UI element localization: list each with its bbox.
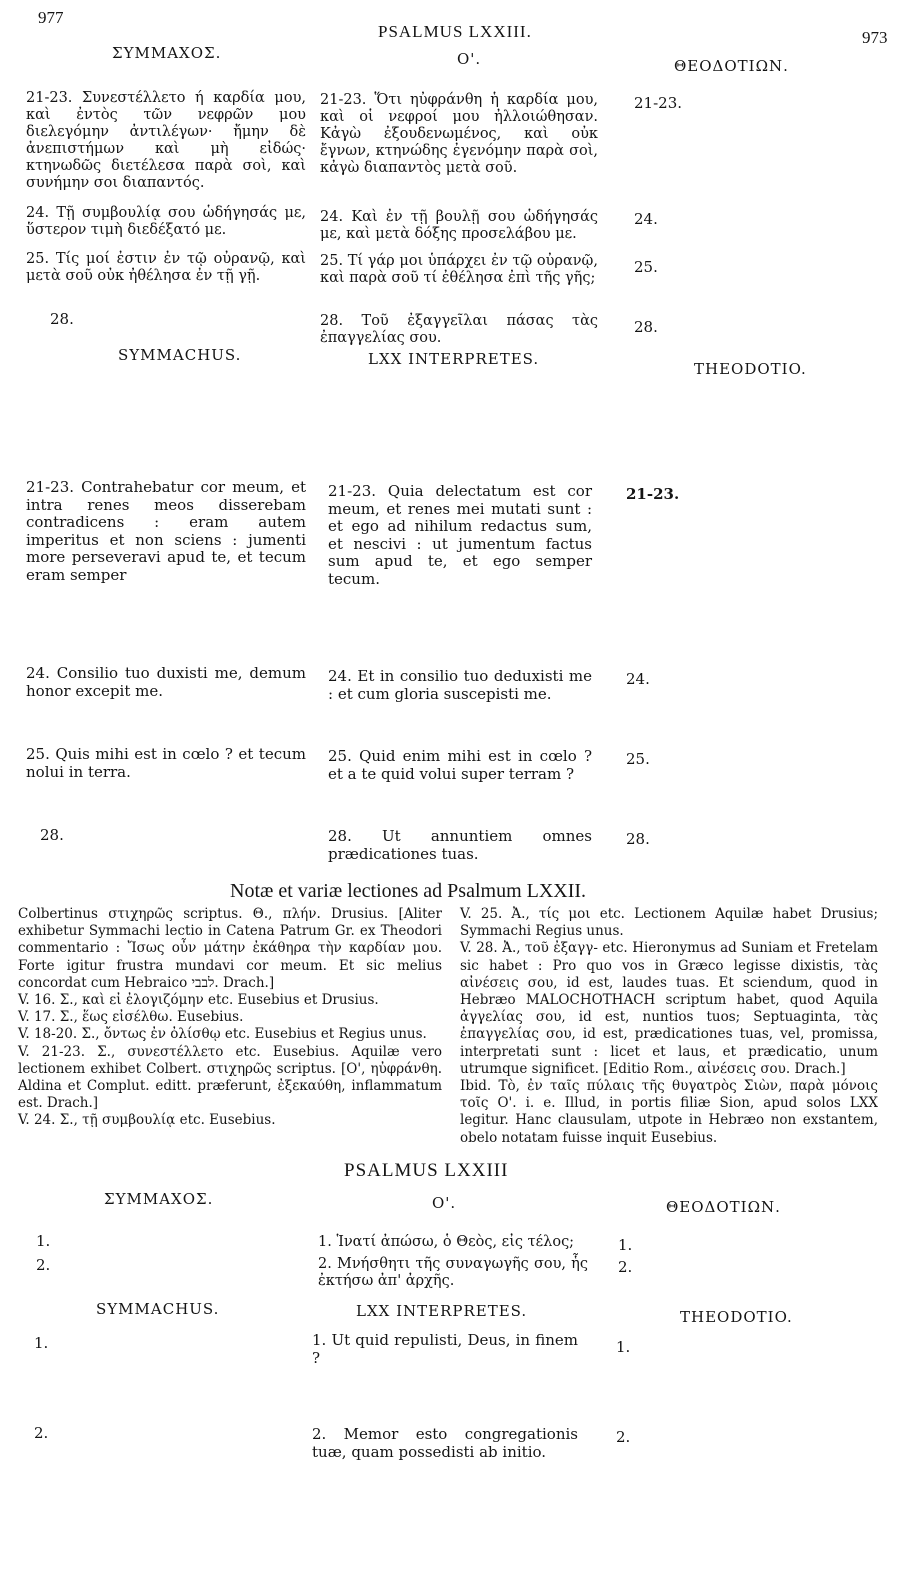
greek-theodotion-v21-23: 21-23. xyxy=(634,94,683,112)
note-v25: V. 25. Ἀ., τίς μοι etc. Lectionem Aquilæ habet Drusius; Symmachi Regius unus. xyxy=(460,906,878,940)
greek-symmachus-v24: 24. Τῇ συμβουλίᾳ σου ὡδήγησάς με, ὕστερον τιμὴ διεδέξατό με. xyxy=(26,205,306,238)
psalm73-latin-theodotion-v2: 2. xyxy=(616,1428,631,1446)
notes-left-column xyxy=(18,906,442,1130)
psalm73-greek-lxx-v1: 1. Ἱνατί ἀπώσω, ὁ Θεὸς, εἰς τέλος; xyxy=(318,1234,575,1250)
greek-theodotion-v24: 24. xyxy=(634,210,658,228)
psalm73-latin-theodotion-v1: 1. xyxy=(616,1338,631,1356)
latin-symmachus-v25: 25. Quis mihi est in cœlo ? et tecum nolui in terra. xyxy=(26,745,306,781)
psalm73-latin-lxx-v2: 2. Memor esto congregationis tuæ, quam possedisti ab initio. xyxy=(312,1425,578,1461)
note-colbertinus: Colbertinus στιχηρῶς scriptus. Θ., πλήν. Drusius. [Aliter exhibetur Symmachi lectio in Catena Patrum Gr. ex Theodori commentario : Ἴσως οὖν μάτην ἐκάθηρα τὴν καρδίαν μου. Forte igitur frustra mundavi cor meum. Et sic melius concordat cum Hebraico לבבי. Drach.] xyxy=(18,906,442,991)
greek-lxx-title: Ο'. xyxy=(457,50,482,68)
greek-lxx-v28: 28. Τοῦ ἐξαγγεῖλαι πάσας τὰς ἐπαγγελίας σου. xyxy=(320,313,598,346)
notes-title: Notæ et variæ lectiones ad Psalmum LXXII. xyxy=(230,880,587,902)
note-v28: V. 28. Ἀ., τοῦ ἐξαγγ- etc. Hieronymus ad Suniam et Fretelam sic habet : Pro quo vos in Græco legisse dixistis, τὰς αἰνέσεις σου, id est, laudes tuas. Et sciendum, quod in Hebræo MALOCHOTHACH scriptum habet, quod Aquila ἀγγελίας σου, id est, nuntios tuos; Septuaginta, τὰς ἐπαγγελίας σου, id est, prædicationes tuas, vel, promissa, interpretati sunt : licet et laus, et prædicatio, unum utrumque significet. [Editio Rom., αἰνέσεις σου. Drach.] xyxy=(460,940,878,1077)
latin-symmachus-v24: 24. Consilio tuo duxisti me, demum honor excepit me. xyxy=(26,664,306,700)
latin-lxx-v28: 28. Ut annuntiem omnes prædicationes tuas. xyxy=(328,827,592,863)
greek-theodotion-v25: 25. xyxy=(634,258,658,276)
latin-lxx-title: LXX INTERPRETES. xyxy=(368,350,540,368)
psalm73-greek-theodotion-title: ΘΕΟΔΟΤΙΩΝ. xyxy=(666,1198,781,1216)
latin-symmachus-title: SYMMACHUS. xyxy=(118,346,242,364)
psalm73-latin-theodotion-title: THEODOTIO. xyxy=(680,1308,793,1326)
latin-lxx-v24: 24. Et in consilio tuo deduxisti me : et cum gloria suscepisti me. xyxy=(328,667,592,703)
psalm73-greek-lxx-v2: 2. Μνήσθητι τῆς συναγωγῆς σου, ἧς ἐκτήσω ἀπ' ἀρχῆς. xyxy=(318,1256,588,1289)
note-v18-20: V. 18-20. Σ., ὄντως ἐν ὀλίσθῳ etc. Eusebius et Regius unus. xyxy=(18,1026,427,1043)
page-number-left: 977 xyxy=(38,8,64,27)
latin-theodotion-title: THEODOTIO. xyxy=(694,360,807,378)
greek-symmachus-v25: 25. Τίς μοί ἐστιν ἐν τῷ οὐρανῷ, καὶ μετὰ σοῦ οὐκ ἠθέλησα ἐν τῇ γῇ. xyxy=(26,251,306,284)
psalm73-greek-symmachus-title: ΣΥΜΜΑΧΟΣ. xyxy=(104,1190,214,1208)
greek-symmachus-v28: 28. xyxy=(50,310,74,328)
psalm73-latin-symmachus-v2: 2. xyxy=(34,1424,49,1442)
running-title: PSALMUS LXXIII. xyxy=(378,22,532,41)
greek-lxx-v21-23: 21-23. Ὅτι ηὐφράνθη ἡ καρδία μου, καὶ οἱ νεφροί μου ἠλλοιώθησαν. Κἀγὼ ἐξουδενωμένος, καὶ οὐκ ἔγνων, κτηνώδης ἐγενόμην παρὰ σοὶ, κἀγὼ διαπαντὸς μετὰ σοῦ. xyxy=(320,92,598,176)
psalm73-greek-lxx-title: Ο'. xyxy=(432,1194,457,1212)
note-ibid: Ibid. Τὸ, ἐν ταῖς πύλαις τῆς θυγατρὸς Σιὼν, παρὰ μόνοις τοῖς Ο'. i. e. Illud, in portis filiæ Sion, apud solos LXX legitur. Hanc clausulam, utpote in Hebræo non exstantem, obelo notatam fuisse inquit Eusebius. xyxy=(460,1078,878,1146)
psalm73-latin-symmachus-v1: 1. xyxy=(34,1334,49,1352)
latin-theodotion-v25: 25. xyxy=(626,750,650,768)
latin-lxx-v25: 25. Quid enim mihi est in cœlo ? et a te quid volui super terram ? xyxy=(328,747,592,783)
latin-symmachus-v21-23: 21-23. Contrahebatur cor meum, et intra renes meos disserebam contradicens : eram autem imperitus et non sciens : jumenti more perseveravi apud te, et tecum eram semper xyxy=(26,478,306,584)
latin-theodotion-v21-23: 21-23. xyxy=(626,485,680,503)
psalm73-greek-theodotion-v2: 2. xyxy=(618,1258,633,1276)
psalm73-greek-symmachus-v2: 2. xyxy=(36,1256,51,1274)
latin-lxx-v21-23: 21-23. Quia delectatum est cor meum, et renes mei mutati sunt : et ego ad nihilum redactus sum, et nescivi : ut jumentum factus sum apud te, et ego semper tecum. xyxy=(328,482,592,588)
note-v24: V. 24. Σ., τῇ συμβουλίᾳ etc. Eusebius. xyxy=(18,1112,276,1129)
psalm73-latin-lxx-title: LXX INTERPRETES. xyxy=(356,1302,528,1320)
latin-theodotion-v28: 28. xyxy=(626,830,650,848)
psalm73-title: PSALMUS LXXIII xyxy=(344,1160,509,1181)
psalm73-latin-symmachus-title: SYMMACHUS. xyxy=(96,1300,220,1318)
greek-lxx-v25: 25. Τί γάρ μοι ὑπάρχει ἐν τῷ οὐρανῷ, καὶ παρὰ σοῦ τί ἐθέλησα ἐπὶ τῆς γῆς; xyxy=(320,253,598,286)
greek-theodotion-v28: 28. xyxy=(634,318,658,336)
psalm73-greek-symmachus-v1: 1. xyxy=(36,1232,51,1250)
greek-lxx-v24: 24. Καὶ ἐν τῇ βουλῇ σου ὡδήγησάς με, καὶ μετὰ δόξης προσελάβου με. xyxy=(320,209,598,242)
note-v17: V. 17. Σ., ἕως εἰσέλθω. Eusebius. xyxy=(18,1009,244,1026)
greek-theodotion-title: ΘΕΟΔΟΤΙΩΝ. xyxy=(674,57,789,75)
page-number-right: 973 xyxy=(862,28,888,47)
notes-right-column xyxy=(460,906,878,1147)
note-v16: V. 16. Σ., καὶ εἰ ἐλογιζόμην etc. Eusebius et Drusius. xyxy=(18,992,379,1009)
psalm73-greek-theodotion-v1: 1. xyxy=(618,1236,633,1254)
greek-symmachus-title: ΣΥΜΜΑΧΟΣ. xyxy=(112,44,222,62)
note-v21-23: V. 21-23. Σ., συνεστέλλετο etc. Eusebius. Aquilæ vero lectionem exhibet Colbert. στιχηρῶς scriptus. [Ο', ηὐφράνθη. Aldina et Complut. editt. præferunt, ἐξεκαύθη, inflammatum est. Drach.] xyxy=(18,1043,442,1112)
latin-symmachus-v28: 28. xyxy=(40,826,64,844)
greek-symmachus-v21-23: 21-23. Συνεστέλλετο ή καρδία μου, καὶ ἐντὸς τῶν νεφρῶν μου διελεγόμην ἀντιλέγων· ἤμην δὲ ἀνεπιστήμων καὶ μὴ εἰδώς· κτηνωδῶς διετέλεσα παρὰ σοὶ, καὶ συνήμην σοι διαπαντός. xyxy=(26,90,306,191)
psalm73-latin-lxx-v1: 1. Ut quid repulisti, Deus, in finem ? xyxy=(312,1331,578,1367)
latin-theodotion-v24: 24. xyxy=(626,670,650,688)
